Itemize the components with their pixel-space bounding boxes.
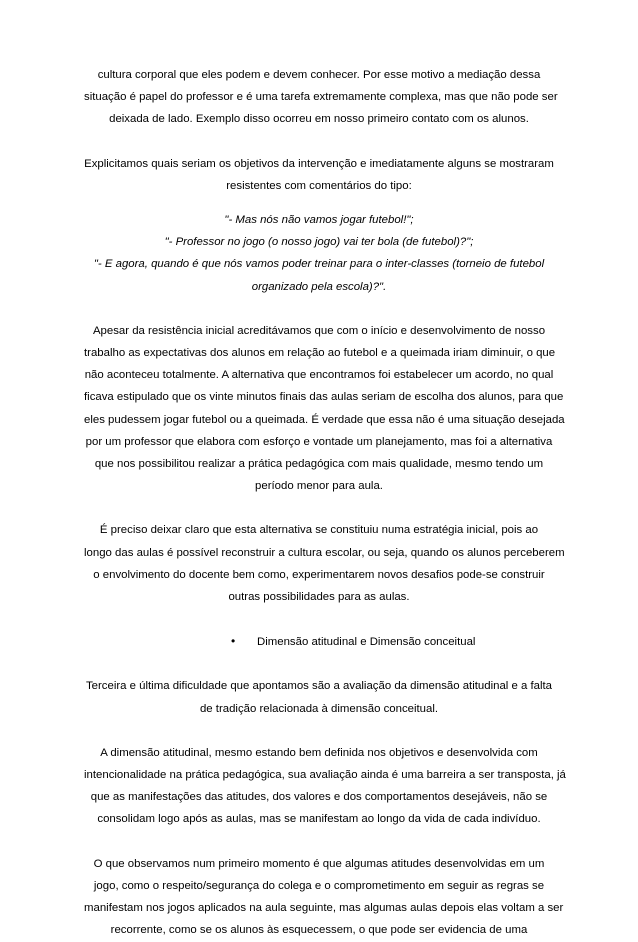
quote-line: "- Mas nós não vamos jogar futebol!";	[224, 214, 414, 227]
document-body	[84, 64, 566, 942]
paragraph-spacer	[84, 298, 554, 320]
text-line: o envolvimento do docente bem como, experimentarem novos desafios pode-se construir	[93, 568, 545, 581]
paragraph-third-difficulty	[84, 675, 554, 719]
paragraph-attitudinal	[84, 742, 566, 831]
text-line: Explicitamos quais seriam os objetivos da intervenção e imediatamente alguns se mostraram	[84, 157, 554, 170]
quote-line: "- E agora, quando é que nós vamos poder treinar para o inter-classes (torneio de futebol	[93, 258, 545, 271]
text-line: de tradição relacionada à dimensão conceitual.	[199, 702, 439, 715]
text-line: situação é papel do professor e é uma tarefa extremamente complexa, mas que não pode ser	[84, 91, 558, 104]
paragraph-spacer	[84, 497, 554, 519]
paragraph-spacer	[84, 720, 554, 742]
bullet-heading-text: Dimensão atitudinal e Dimensão conceitual	[257, 636, 476, 649]
paragraph-resistance	[84, 320, 565, 498]
paragraph-spacer	[84, 653, 554, 675]
text-line: ficava estipulado que os vinte minutos finais das aulas seriam de escolha dos alunos, para que	[84, 391, 564, 404]
paragraph-spacer	[84, 608, 554, 630]
text-line: deixada de lado. Exemplo disso ocorreu em nosso primeiro contato com os alunos.	[109, 113, 529, 126]
text-line: eles pudessem jogar futebol ou a queimada. É verdade que essa não é uma situação desejada	[84, 413, 565, 426]
text-line: que as manifestações das atitudes, dos valores e dos comportamentos desejáveis, não se	[90, 791, 548, 804]
text-line: É preciso deixar claro que esta alternativa se constituiu numa estratégia inicial, pois ao	[99, 524, 539, 537]
text-line: A dimensão atitudinal, mesmo estando bem definida nos objetivos e desenvolvida com	[100, 746, 538, 759]
text-line: manifestam nos jogos aplicados na aula seguinte, mas algumas aulas depois elas voltam a ser	[84, 902, 564, 915]
text-line: que nos possibilitou realizar a prática pedagógica com mais qualidade, mesmo tendo um	[94, 458, 544, 471]
paragraph-spacer	[84, 131, 554, 153]
text-line: Apesar da resistência inicial acreditávamos que com o início e desenvolvimento de nosso	[92, 324, 546, 337]
text-line: longo das aulas é possível reconstruir a cultura escolar, ou seja, quando os alunos perceberem	[84, 546, 565, 559]
bullet-heading	[84, 630, 554, 653]
text-line: resistentes com comentários do tipo:	[226, 179, 412, 192]
text-line: outras possibilidades para as aulas.	[228, 591, 410, 604]
text-line: jogo, como o respeito/segurança do colega e o comprometimento em seguir as regras se	[93, 879, 545, 892]
paragraph-mediation	[84, 64, 558, 131]
quote-line: organizado pela escola)?".	[251, 280, 387, 293]
text-line: intencionalidade na prática pedagógica, sua avaliação ainda é uma barreira a ser transposta, já	[84, 769, 566, 782]
text-line: por um professor que elabora com esforço e vontade um planejamento, mas foi a alternativa	[85, 435, 553, 448]
paragraph-strategy	[84, 519, 565, 608]
text-line: consolidam logo após as aulas, mas se manifestam ao longo da vida de cada indivíduo.	[97, 813, 541, 826]
student-quotes	[84, 209, 554, 298]
paragraph-spacer	[84, 831, 554, 853]
paragraph-objectives	[84, 153, 554, 197]
bullet-icon: •	[231, 634, 236, 649]
paragraph-spacer	[84, 197, 554, 209]
text-line: trabalho as expectativas dos alunos em relação ao futebol e a queimada iriam diminuir, o que	[84, 347, 556, 360]
paragraph-observations	[84, 853, 564, 942]
text-line: O que observamos num primeiro momento é que algumas atitudes desenvolvidas em um	[93, 857, 545, 870]
text-line: recorrente, como se os alunos às esquecessem, o que pode ser evidencia de uma	[110, 924, 528, 937]
quote-line: "- Professor no jogo (o nosso jogo) vai ter bola (de futebol)?";	[164, 236, 474, 249]
text-line: Terceira e última dificuldade que apontamos são a avaliação da dimensão atitudinal e a falta	[85, 680, 553, 693]
text-line: cultura corporal que eles podem e devem conhecer. Por esse motivo a mediação dessa	[97, 69, 541, 81]
text-line: período menor para aula.	[255, 480, 383, 493]
text-line: não aconteceu totalmente. A alternativa que encontramos foi estabelecer um acordo, no qual	[84, 369, 554, 382]
